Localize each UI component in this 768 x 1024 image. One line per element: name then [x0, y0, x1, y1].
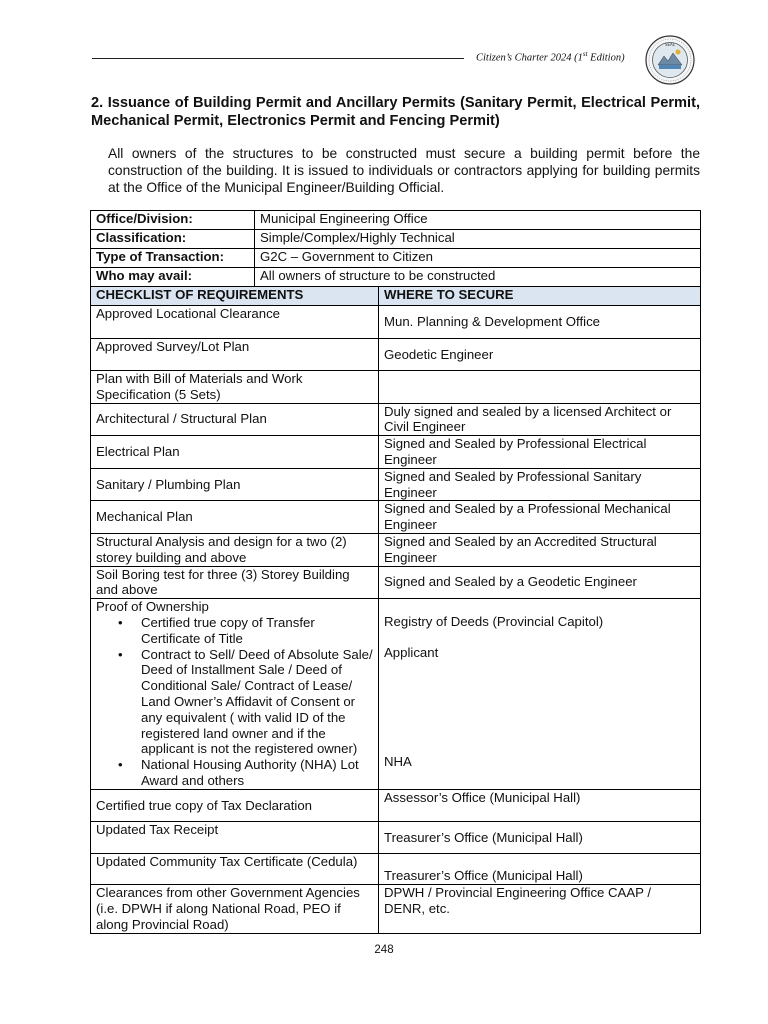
requirement-text: Updated Community Tax Certificate (Cedula)	[91, 854, 379, 885]
requirement-row	[91, 436, 701, 469]
requirement-where: Treasurer’s Office (Municipal Hall)	[379, 854, 701, 885]
requirement-where: Signed and Sealed by Professional Electrical Engineer	[379, 436, 701, 469]
info-label: Type of Transaction:	[91, 249, 255, 268]
requirement-where: Assessor’s Office (Municipal Hall)	[379, 790, 701, 822]
requirement-row	[91, 566, 701, 599]
ownership-title: Proof of Ownership	[96, 599, 209, 615]
info-value: All owners of structure to be constructed	[255, 268, 701, 287]
requirement-text: Architectural / Structural Plan	[91, 403, 379, 436]
requirement-row	[91, 501, 701, 534]
requirement-where: Signed and Sealed by a Geodetic Engineer	[379, 566, 701, 599]
requirement-text: Structural Analysis and design for a two (2) storey building and above	[91, 533, 379, 566]
requirement-where: Geodetic Engineer	[379, 339, 701, 371]
ownership-where-item: NHA	[384, 754, 412, 770]
requirement-text: Updated Tax Receipt	[91, 822, 379, 854]
requirement-row	[91, 371, 701, 404]
info-row-transaction-type	[91, 249, 701, 268]
info-label: Office/Division:	[91, 211, 255, 230]
section-intro: All owners of the structures to be constructed must secure a building permit before the construction of the building. It is issued to individuals or contractors applying for building permits at the Office of the Municipal Engineer/Building Official.	[108, 146, 700, 195]
header-rule	[92, 58, 464, 59]
ownership-bullet-list	[96, 615, 373, 789]
requirement-text: Approved Locational Clearance	[91, 306, 379, 339]
section-title: 2. Issuance of Building Permit and Ancillary Permits (Sanitary Permit, Electrical Permit, Mechanical Permit, Electronics Permit and Fencing Permit)	[91, 95, 700, 129]
info-label: Who may avail:	[91, 268, 255, 287]
requirement-text: Certified true copy of Tax Declaration	[91, 790, 379, 822]
edition-superscript: st	[582, 50, 588, 58]
requirement-row-proof-of-ownership	[91, 599, 701, 790]
info-row-classification	[91, 230, 701, 249]
ownership-bullet: • Contract to Sell/ Deed of Absolute Sale/ Deed of Installment Sale / Deed of Conditional Sale/ Contract of Lease/ Land Owner’s Affidavit of Consent or any equivalent ( with valid ID of the registered land owner and if the applicant is not the registered owner)	[141, 647, 373, 758]
requirement-where: DPWH / Provincial Engineering Office CAAP / DENR, etc.	[379, 885, 701, 933]
requirement-where: Duly signed and sealed by a licensed Architect or Civil Engineer	[379, 403, 701, 436]
ownership-where-item: Applicant	[384, 645, 439, 661]
requirement-row	[91, 822, 701, 854]
requirement-row	[91, 790, 701, 822]
charter-title: Citizen’s Charter 2024 (1	[476, 52, 583, 64]
ownership-where-item: Registry of Deeds (Provincial Capitol)	[384, 614, 604, 630]
requirement-text: Mechanical Plan	[91, 501, 379, 534]
ownership-bullet: • Certified true copy of Transfer Certificate of Title	[141, 615, 373, 647]
info-value: G2C – Government to Citizen	[255, 249, 701, 268]
ownership-where-cell	[379, 599, 701, 790]
charter-header	[476, 50, 625, 64]
requirement-text: Sanitary / Plumbing Plan	[91, 468, 379, 501]
checklist-header-row	[91, 287, 701, 306]
seal-text: SEAL	[664, 42, 676, 47]
ownership-cell	[91, 599, 379, 790]
info-value: Municipal Engineering Office	[255, 211, 701, 230]
requirement-row	[91, 533, 701, 566]
checklist-header-where: WHERE TO SECURE	[379, 287, 701, 306]
citizen-charter-table	[90, 210, 701, 934]
info-label: Classification:	[91, 230, 255, 249]
checklist-header-requirements: CHECKLIST OF REQUIREMENTS	[91, 287, 379, 306]
requirement-text: Approved Survey/Lot Plan	[91, 339, 379, 371]
page-number: 248	[374, 944, 394, 956]
requirement-row	[91, 403, 701, 436]
charter-suffix: Edition)	[587, 52, 625, 64]
requirement-text: Soil Boring test for three (3) Storey Building and above	[91, 566, 379, 599]
requirement-text: Electrical Plan	[91, 436, 379, 469]
requirement-text: Clearances from other Government Agencies (i.e. DPWH if along National Road, PEO if along Provincial Road)	[91, 885, 379, 933]
requirement-text: Plan with Bill of Materials and Work Specification (5 Sets)	[91, 371, 379, 404]
info-row-office	[91, 211, 701, 230]
requirement-row	[91, 854, 701, 885]
ownership-bullet: • National Housing Authority (NHA) Lot Award and others	[141, 757, 373, 789]
requirement-where: Signed and Sealed by a Professional Mechanical Engineer	[379, 501, 701, 534]
requirement-where: Signed and Sealed by Professional Sanitary Engineer	[379, 468, 701, 501]
requirement-row	[91, 885, 701, 933]
requirement-where: Mun. Planning & Development Office	[379, 306, 701, 339]
requirement-row	[91, 339, 701, 371]
requirement-row	[91, 306, 701, 339]
requirement-where: Signed and Sealed by an Accredited Structural Engineer	[379, 533, 701, 566]
requirement-where	[379, 371, 701, 404]
municipal-seal-icon	[645, 35, 695, 85]
info-row-who-may-avail	[91, 268, 701, 287]
requirement-row	[91, 468, 701, 501]
requirement-where: Treasurer’s Office (Municipal Hall)	[379, 822, 701, 854]
info-value: Simple/Complex/Highly Technical	[255, 230, 701, 249]
